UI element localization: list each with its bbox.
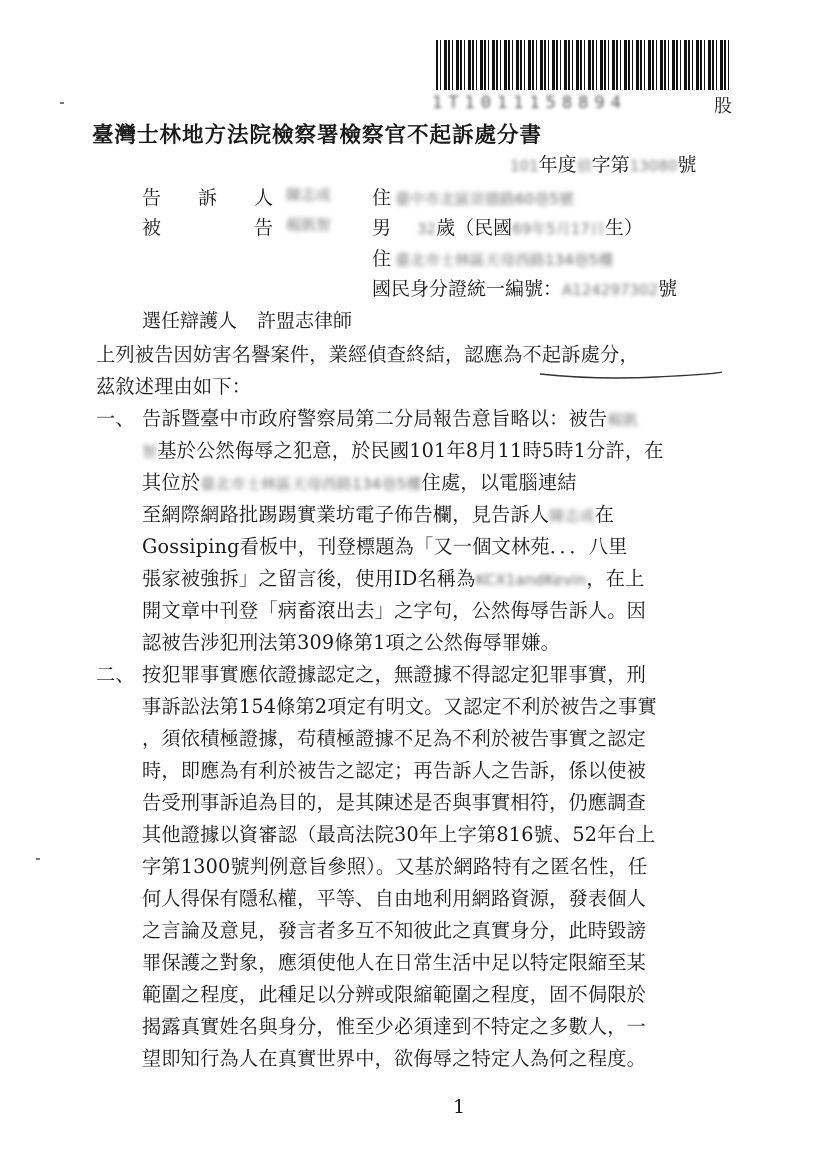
section-2-line: 罪保護之對象，應須使他人在日常生活中足以特定限縮至某 — [142, 951, 647, 974]
section-2-line: 其他證據以資審認（最高法院30年上字第816號、52年台上 — [142, 823, 656, 846]
defendant-birth-end: 生） — [604, 217, 643, 239]
scan-speck — [36, 858, 40, 860]
section-1-line-3: 其位於臺北市士林區天母西路134巷5樓住處，以電腦連結 — [142, 471, 577, 494]
complainant-address-line — [372, 183, 574, 210]
section-1-line-5: Gossiping看板中，刊登標題為「又一個文林苑．．．八里 — [142, 535, 628, 558]
case-word-suffix: 字第 — [591, 154, 630, 176]
case-number: 13080 — [629, 157, 678, 175]
section-2-line: 按犯罪事實應依證據認定之，無證據不得認定犯罪事實，刑 — [142, 663, 647, 686]
section-2-line: ，須依積極證據，苟積極證據不足為不利於被告事實之認定 — [142, 727, 647, 750]
section-2-line: 範圍之程度，此種足以分辨或限縮範圍之程度，固不侷限於 — [142, 983, 647, 1006]
section-1-line-1: 告訴暨臺中市政府警察局第二分局報告意旨略以：被告楊凱 — [142, 407, 638, 430]
attorney-name: 許盟志律師 — [257, 310, 353, 332]
case-year: 101 — [510, 157, 539, 175]
section-1-line-8: 認被告涉犯刑法第309條第1項之公然侮辱罪嫌。 — [142, 631, 560, 654]
section-2-line: 望即知行為人在真實世界中，欲侮辱之特定人為何之程度。 — [142, 1047, 647, 1070]
defendant-age-text: 歲（民國 — [436, 217, 513, 239]
section-1-defendant-name: 楊凱 — [607, 411, 638, 429]
defendant-addr-label: 住 — [372, 248, 392, 270]
complainant-name: 陳志成 — [286, 186, 332, 204]
section-2-line: 事訴訟法第154條第2項定有明文。又認定不利於被告之事實 — [142, 695, 657, 718]
document-title: 臺灣士林地方法院檢察署檢察官不起訴處分書 — [92, 123, 543, 148]
case-year-suffix: 年度 — [538, 154, 577, 176]
section-1-user-id: KCX1andKevin — [475, 571, 587, 589]
defendant-info-line — [372, 213, 643, 240]
barcode-code: 1T1011158894 — [432, 93, 627, 113]
complainant-label: 告 訴 人 — [142, 187, 283, 209]
section-mark: 股 — [714, 96, 732, 117]
scan-speck — [60, 102, 64, 104]
barcode — [436, 40, 730, 90]
section-2-line: 時，即應為有利於被告之認定；再告訴人之告訴，係以使被 — [142, 759, 647, 782]
section-1-line-2: 智基於公然侮辱之犯意，於民國101年8月11時5時1分許，在 — [142, 439, 664, 462]
id-label: 國民身分證統一編號： — [372, 278, 563, 300]
section-1-marker: 一、 — [96, 407, 135, 430]
id-suffix: 號 — [658, 278, 678, 300]
section-1-address: 臺北市士林區天母西路134巷5樓 — [200, 475, 422, 493]
attorney-line — [142, 306, 352, 333]
section-1-complainant: 陳志成 — [549, 507, 595, 525]
section-2-line: 告受刑事訴追為目的，是其陳述是否與事實相符，仍應調查 — [142, 791, 647, 814]
page-number: 1 — [453, 1096, 466, 1118]
defendant-birth: 69年5月17日 — [512, 220, 605, 238]
id-number-line — [372, 274, 677, 301]
case-number-suffix: 號 — [677, 154, 697, 176]
section-2-line: 字第1300號判例意旨參照）。又基於網路特有之匿名性，任 — [142, 855, 648, 878]
section-1-line-7: 開文章中刊登「病畜滾出去」之字句，公然侮辱告訴人。因 — [142, 599, 647, 622]
defendant-age: 32 — [417, 220, 437, 238]
defendant-gender: 男 — [372, 217, 392, 239]
complainant-address: 臺中市北區崇德路60巷5號 — [395, 190, 574, 208]
section-2-line: 之言論及意見，發言者多互不知彼此之真實身分，此時毀謗 — [142, 919, 647, 942]
id-number: A124297302 — [562, 281, 659, 299]
handwritten-underline — [536, 366, 726, 384]
defendant-address-line — [372, 244, 613, 271]
defendant-label: 被 告 — [142, 217, 283, 239]
section-1-line-6: 張家被強拆」之留言後，使用ID名稱為KCX1andKevin，在上 — [142, 567, 645, 590]
section-2-marker: 二、 — [96, 663, 135, 686]
complainant-addr-label: 住 — [372, 187, 392, 209]
case-word: 偵 — [576, 157, 592, 175]
case-number-line — [510, 150, 696, 177]
section-2-line: 揭露真實姓名與身分，惟至少必須達到不特定之多數人，一 — [142, 1015, 647, 1038]
defendant-address: 臺北市士林區天母西路134巷5樓 — [395, 251, 614, 269]
defendant-name: 楊凱智 — [286, 216, 332, 234]
section-1-defendant-name-tail: 智 — [142, 443, 158, 461]
attorney-label: 選任辯護人 — [142, 310, 238, 332]
section-1-line-4: 至網際網路批踢踢實業坊電子佈告欄，見告訴人陳志成在 — [142, 503, 615, 526]
intro-line-1: 上列被告因妨害名譽案件，業經偵查終結，認應為不起訴處分， — [96, 343, 639, 366]
section-2-line: 何人得保有隱私權，平等、自由地利用網路資源，發表個人 — [142, 887, 647, 910]
intro-line-2: 茲敘述理由如下： — [96, 375, 252, 398]
